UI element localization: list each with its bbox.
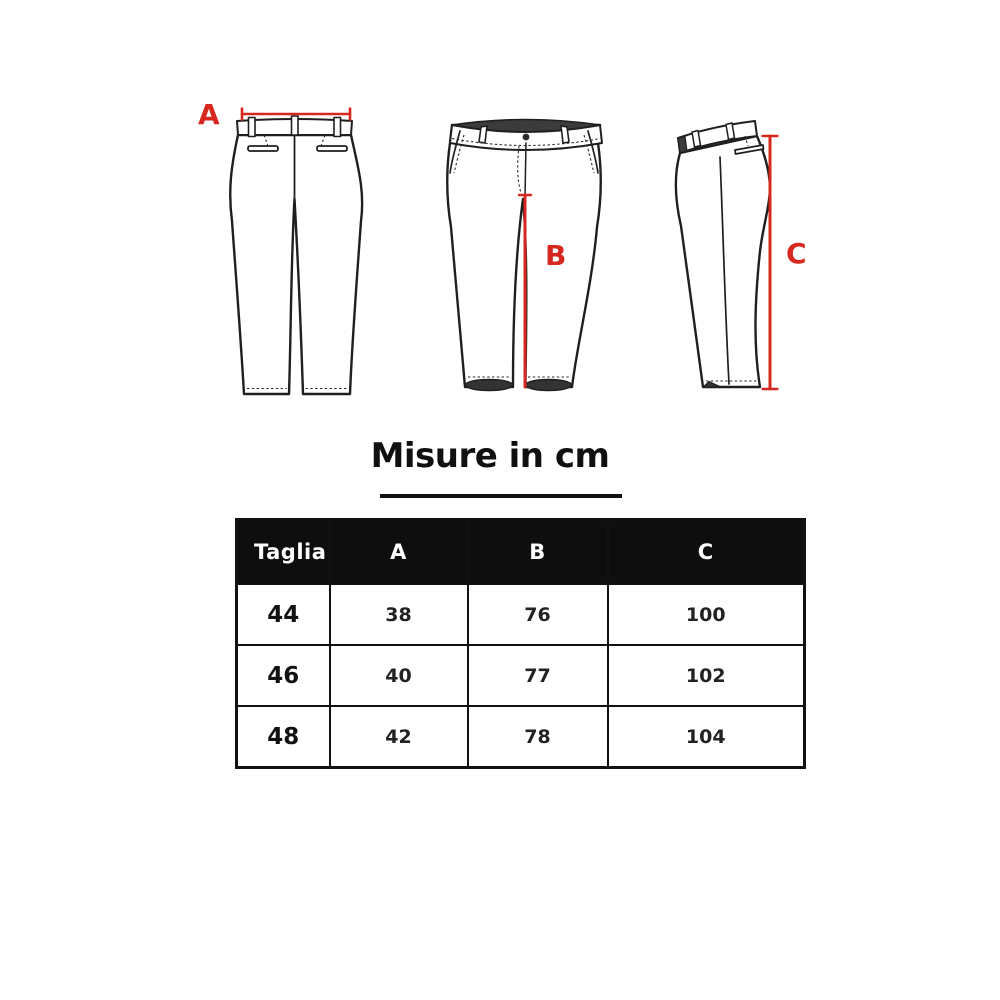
cell-size: 44 bbox=[237, 584, 330, 645]
hem-opening-dark bbox=[526, 380, 572, 391]
header-cell-b: B bbox=[468, 520, 608, 585]
back-welt-pocket bbox=[248, 146, 278, 151]
waistband-end-dark bbox=[678, 136, 687, 153]
belt-loop bbox=[249, 118, 256, 137]
pants-side-body bbox=[676, 121, 770, 387]
table-row bbox=[237, 645, 805, 706]
cell-measure-b: 77 bbox=[468, 645, 608, 706]
size-table-header bbox=[237, 520, 805, 585]
cell-measure-c: 102 bbox=[608, 645, 805, 706]
pants-front-view-illustration bbox=[440, 108, 608, 398]
header-cell-c: C bbox=[608, 520, 805, 585]
cell-measure-a: 42 bbox=[330, 706, 468, 768]
cell-size: 48 bbox=[237, 706, 330, 768]
measure-label-a: A bbox=[198, 98, 220, 131]
cell-measure-a: 40 bbox=[330, 645, 468, 706]
belt-loop bbox=[334, 118, 341, 137]
belt-loop bbox=[292, 116, 299, 135]
waist-button bbox=[523, 134, 530, 141]
cell-measure-a: 38 bbox=[330, 584, 468, 645]
table-row bbox=[237, 584, 805, 645]
header-cell-taglia: Taglia bbox=[237, 520, 330, 585]
fly-seam bbox=[525, 143, 526, 198]
size-table-body bbox=[237, 584, 805, 768]
header-row bbox=[237, 520, 805, 585]
belt-loop bbox=[479, 126, 487, 143]
cell-measure-c: 100 bbox=[608, 584, 805, 645]
hem-opening-dark bbox=[466, 380, 513, 391]
title-section bbox=[290, 436, 690, 476]
cell-measure-b: 76 bbox=[468, 584, 608, 645]
cell-measure-c: 104 bbox=[608, 706, 805, 768]
pants-back-view-illustration bbox=[220, 105, 365, 400]
measure-label-c: C bbox=[786, 237, 807, 270]
title-underline bbox=[380, 494, 622, 498]
page-title: Misure in cm bbox=[370, 436, 610, 476]
cell-size: 46 bbox=[237, 645, 330, 706]
cell-measure-b: 78 bbox=[468, 706, 608, 768]
table-row bbox=[237, 706, 805, 768]
back-welt-pocket bbox=[317, 146, 347, 151]
pants-back-body bbox=[230, 116, 362, 394]
belt-loop bbox=[561, 126, 569, 143]
measure-label-b: B bbox=[545, 239, 567, 272]
header-cell-a: A bbox=[330, 520, 468, 585]
size-table bbox=[235, 518, 806, 769]
